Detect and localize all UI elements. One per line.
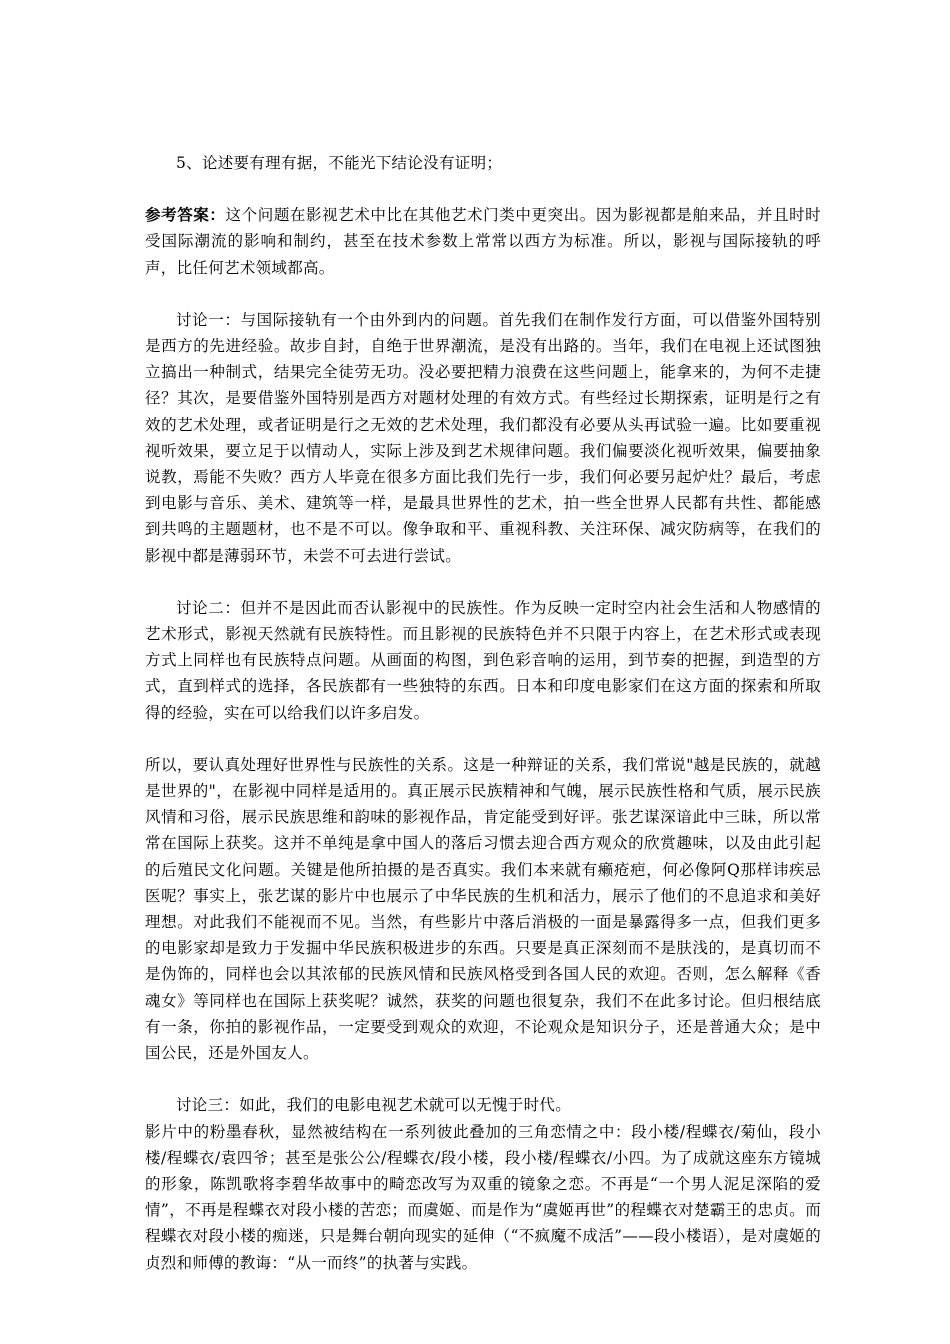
film-paragraph: 影片中的粉墨春秋，显然被结构在一系列彼此叠加的三角恋情之中：段小楼/程蝶衣/菊仙，段小楼/程蝶衣/袁四爷；甚至是张公公/程蝶衣/段小楼，段小楼/程蝶衣/小四。为了成就这座东方镜城的形象，陈凯歌将李碧华故事中的畸恋改写为双重的镜象之恋。不再是“一个男人泥足深陷的爱情”，不再是程蝶衣对段小楼的苦恋；而虞姬、而是作为“虞姬再世”的程蝶衣对楚霸王的忠贞。而程蝶衣对段小楼的痴迷，只是舞台朝向现实的延伸（“不疯魔不成活”——段小楼语），是对虞姬的贞烈和师傅的教诲：“从一而终”的执著与实践。 xyxy=(145,1122,821,1272)
item-5: 5、论述要有理有据，不能光下结论没有证明； xyxy=(176,154,503,172)
discussion-1: 讨论一：与国际接轨有一个由外到内的问题。首先我们在制作发行方面，可以借鉴外国特别是西方的先进经验。故步自封，自绝于世界潮流，是没有出路的。当年，我们在电视上还试图独立搞出一种制式，结果完全徒劳无功。没必要把精力浪费在这些问题上，能拿来的，为何不走捷径？其次，是要借鉴外国特别是西方对题材处理的有效方式。有些经过长期探索，证明是行之有效的艺术处理，或者证明是行之无效的艺术处理，我们都没有必要从头再试验一遍。比如要重视视听效果，要立足于以情动人，实际上涉及到艺术规律问题。我们偏要淡化视听效果，偏要抽象说教，焉能不失败？西方人毕竟在很多方面比我们先行一步，我们何必要另起炉灶？最后，考虑到电影与音乐、美术、建筑等一样，是最具世界性的艺术，拍一些全世界人民都有共性、都能感到共鸣的主题题材，也不是不可以。像争取和平、重视科教、关注环保、减灾防病等，在我们的影视中都是薄弱环节，未尝不可去进行尝试。 xyxy=(145,310,821,565)
answer-label: 参考答案： xyxy=(145,205,226,225)
answer-text: 这个问题在影视艺术中比在其他艺术门类中更突出。因为影视都是舶来品，并且时时受国际潮流的影响和制约，甚至在技术参数上常常以西方为标准。所以，影视与国际接轨的呼声，比任何艺术领域都高。 xyxy=(145,206,821,277)
document-body xyxy=(145,150,821,1276)
discussion-3: 讨论三：如此，我们的电影电视艺术就可以无愧于时代。 xyxy=(176,1096,572,1115)
discussion-2: 讨论二：但并不是因此而否认影视中的民族性。作为反映一定时空内社会生活和人物感情的艺术形式，影视天然就有民族特性。而且影视的民族特色并不只限于内容上，在艺术形式或表现方式上同样也有民族特点问题。从画面的构图，到色彩音响的运用，到节奏的把握，到造型的方式，直到样式的选择，各民族都有一些独特的东西。日本和印度电影家们在这方面的探索和所取得的经验，实在可以给我们以许多启发。 xyxy=(145,598,821,722)
conclusion-paragraph: 所以，要认真处理好世界性与民族性的关系。这是一种辩证的关系，我们常说"越是民族的，就越是世界的"，在影视中同样是适用的。真正展示民族精神和气魄，展示民族性格和气质，展示民族风情和习俗，展示民族思维和韵味的影视作品，肯定能受到好评。张艺谋深谙此中三昧，所以常常在国际上获奖。这并不单纯是拿中国人的落后习惯去迎合西方观众的欣赏趣味，以及由此引起的后殖民文化问题。关键是他所拍摄的是否真实。我们本来就有癞疮疤，何必像阿Q那样讳疾忌医呢？事实上，张艺谋的影片中也展示了中华民族的生机和活力，展示了他们的不息追求和美好理想。对此我们不能视而不见。当然，有些影片中落后消极的一面是暴露得多一点，但我们更多的电影家却是致力于发掘中华民族积极进步的东西。只要是真正深刻而不是肤浅的，是真切而不是伪饰的，同样也会以其浓郁的民族风情和民族风格受到各国人民的欢迎。否则，怎么解释《香魂女》等同样也在国际上获奖呢？诚然，获奖的问题也很复杂，我们不在此多讨论。但归根结底有一条，你拍的影视作品，一定要受到观众的欢迎，不论观众是知识分子，还是普通大众；是中国公民，还是外国友人。 xyxy=(145,755,821,1063)
reference-answer xyxy=(145,202,821,281)
